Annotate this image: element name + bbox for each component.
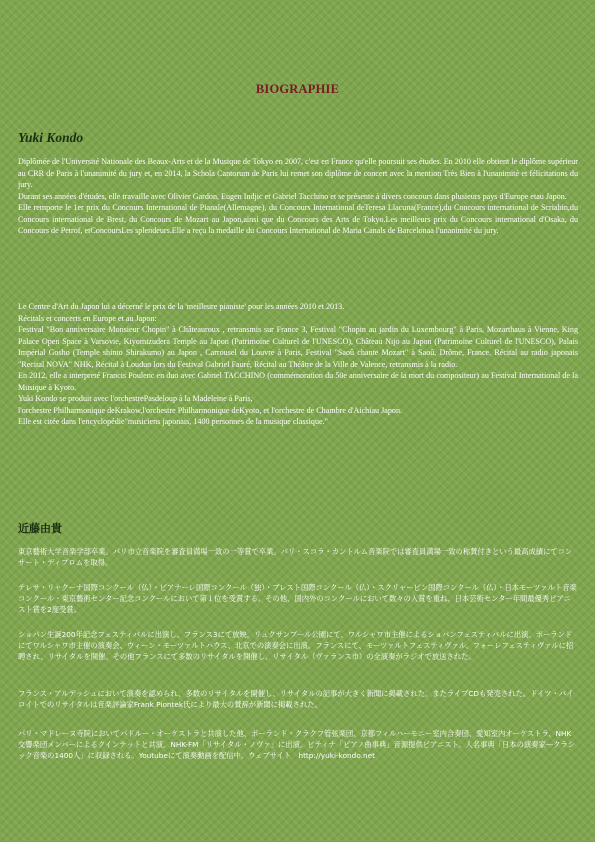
french-bio-block-2 (18, 301, 578, 428)
artist-name-japanese: 近藤由貴 (18, 522, 62, 535)
bio-paragraph: Elle est citée dans l'encyclopédie"musiciens japonais, 1400 personnes de la musique classique." (18, 417, 328, 426)
bio-paragraph: Yuki Kondo se produit avec l'orchestrePasdeloup à la Madeleine à Paris, (18, 394, 253, 403)
japanese-bio-paragraph-4: フランス・アルデッシュにおいて演奏を認められ、多数のリサイタルを開催し、リサイタルの記事が大きく新聞に掲載された。またライブCDも発売された。ドイツ・バイロイトでのリサイタルは音楽評論家Frank Piontek氏により最大の賛辞が新聞に掲載された。 (18, 689, 574, 710)
japanese-bio-paragraph-2: テレサ・リャクーナ国際コンクール（仏）・ピアナーレ国際コンクール（独）・ブレスト国際コンクール（仏）・スクリャービン国際コンクール（仏）・日本モーツァルト音楽コンクール・東京藝術センター記念コンクールにおいて第１位を受賞する。その他、国内外のコンクールにおいて数々の入賞を重ね、日本芸術センター年間最優秀ピアニスト賞を2度受賞。 (18, 583, 577, 615)
bio-paragraph: En 2012, elle a interpreté Francis Poulenc en duo avec Gabriel TACCHINO (commémoration du 50e anniversaire de la mort du compositeur) au Festival International de la Musique à Kyoto. (18, 371, 578, 392)
bio-paragraph: l'orchestre Philharmonique deKrakow,l'orchestre Philharmonique deKyoto, et l'orchestre de Chambre d'Aichiau Japon. (18, 405, 403, 415)
bio-paragraph: Diplômée de l'Université Nationale des Beaux-Arts et de la Musique de Tokyo en 2007, c'est en France qu'elle poursuit ses études. En 2010 elle obtient le diplôme supérieur au CRR de Paris à l'unanimité du jury et, en 2014, la Schola Cantorum de Paris lui remet son diplôme de concert avec la mention Très Bien à l'unanimité et félicitations du jury. (18, 157, 578, 189)
japanese-bio-paragraph-3: ショパン生誕200年記念フェスティバルに出演し、フランス3にて放映。リュクサンブール公園にて、ワルシャワ市主催によるショパンフェスティバルに出演。ポーランドにてワルシャワ市主催の演奏会、ウィーン・モーツァルトハウス、北京での演奏会に出演。フランスにて、モーツァルトフェスティヴァル、フォーレフェスティヴァルに招聘され、リサイタルを開催。その他フランスにて多数のリサイタルを開催し、リサイタル（ヴァランス市）の全演奏がラジオで放送された。 (18, 630, 574, 662)
page-title: BIOGRAPHIE (255, 82, 340, 96)
artist-name-french: Yuki Kondo (18, 130, 84, 145)
bio-paragraph: Récitals et concerts en Europe et au Japon: (18, 313, 157, 323)
french-bio-block-1 (18, 156, 578, 237)
japanese-bio-paragraph-5: パリ・マドレーヌ寺院においてパドルー・オーケストラと共演した他、ポーランド・クラクフ管弦楽団、京都フィルハーモニー室内合奏団、愛知室内オーケストラ、NHK交響楽団メンバーによるクインテットと共演。NHK-FM「リサイタル・ノヴァ」に出演。ビティナ「ピアノ曲事典」音源提供ピアニスト。人名事典「日本の演奏家―クラシック音楽の1400人」に収録される。Youtubeにて演奏動画を配信中。ウェブサイト http://yuki-kondo.net (18, 729, 575, 761)
bio-paragraph: Festival "Bon anniversaire Monsieur Chopin" à Châteauroux , retransmis sur France 3, Festival "Chopin au jardin du Luxembourg" à Paris, Mozarthaus à Vienne, King Palace Open Space à Varsovie, Kiyomizudera Temple au Japon (Patrimoine Culturel de l'UNESCO), Château Nijo au Japon (Patrimoine Culturel de l'UNESCO), Palais Impérial Gosho (Temple shinto Shirakumo) au Japon , Carrousel du Louvre à Paris, Festival "Saoû chante Mozart" à Saoû, Drôme, France. Récital au radio japonais "Recital NOVA" NHK, Récital à Loudun lors du Festival Gabriel Fauré, Récital au Théâtre de la Ville de Valence, retransmis à la radio. (18, 325, 578, 369)
japanese-bio-paragraph-1: 東京藝術大学音楽学部卒業。パリ市立音楽院を審査員満場一致の一等賞で卒業。パリ・スコラ・カントルム音楽院では審査員満場一致の称賛付きという最高成績にてコンサート・ディプロムを取得。 (18, 547, 573, 568)
bio-paragraph: Elle remporte le 1er prix du Concours International de Pianale(Allemagne), du Concours International deTeresa Llacuna(France),du Concours international de Scriabin,du Concours international de Brest, du Concours de Mozart au Japon,ainsi que du Concours des Arts de Tokyo.Les meilleurs prix du Concours international d'Osaka, du Concours de Petrof, etConcoursLes splendeurs.Elle a reçu la medaille du Concours International de Maria Canals de Barcelonaa l'unanimité du jury. (18, 203, 578, 235)
bio-paragraph: Le Centre d'Art du Japon lui a décerné le prix de la 'meilleure pianiste' pour les années 2010 et 2013. (18, 302, 345, 311)
bio-paragraph: Durant ses années d'études, elle travaille avec Olivier Gardon, Eugen Indjic et Gabriel Tacchino et se présente à divers concours dans plusieurs pays d'Europe etau Japon. (18, 191, 567, 201)
